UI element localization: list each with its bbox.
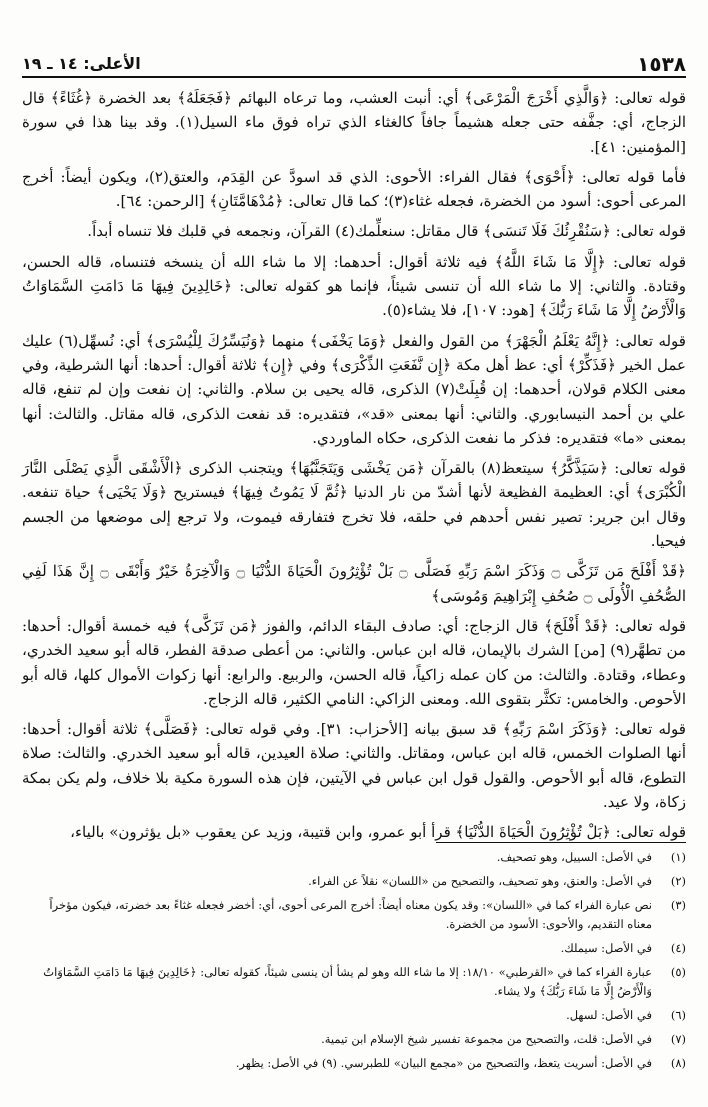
footnote-text: في الأصل: سيملك. — [560, 941, 652, 955]
footnote-number: (٧) — [670, 1032, 686, 1046]
paragraph: قوله تعالى: ﴿وَالَّذِي أَخْرَجَ الْمَرْعَى﴾ أي: أنبت العشب، وما ترعاه البهائم ﴿فَجَعَلَهُ﴾ بعد الخضرة ﴿غُثَاءً﴾ قال الزجاج، أي: جفَّفه حتى جعله هشيماً جافاً كالغثاء الذي تراه فوق ماء السيل(١). وقد بينا هذا في سورة [المؤمنين: ٤١]. — [22, 89, 686, 156]
paragraph: قوله تعالى: ﴿سَيَذَّكَّرُ﴾ سيتعظ(٨) بالقرآن ﴿مَن يَخْشَى وَيَتَجَنَّبُهَا﴾ ويتجنب الذكرى ﴿الْأَشْقَى الَّذِي يَصْلَى النَّارَ الْكُبْرَى﴾ أي: العظيمة الفظيعة لأنها أشدّ من نار الدنيا ﴿ثُمَّ لَا يَمُوتُ فِيهَا﴾ فيستريح ﴿وَلَا يَحْيَى﴾ حياة تنفعه. وقال ابن جرير: تصير نفس أحدهم في حلقه، فلا تخرج فتفارقه فيموت، ولا ترجع إلى موضعها من الجسم فيحيا. — [22, 459, 686, 551]
footnote-number: (٤) — [670, 941, 686, 955]
footnote — [22, 872, 686, 891]
footnote-divider — [436, 842, 686, 843]
footnote — [22, 1006, 686, 1025]
running-title: الأعلى: ١٤ ـ ١٩ — [22, 54, 141, 73]
footnote — [22, 896, 686, 934]
paragraph: قوله تعالى: ﴿إِنَّهُ يَعْلَمُ الْجَهْرَ﴾ من القول والفعل ﴿وَمَا يَخْفَى﴾ منهما ﴿وَنُيَسِّرُكَ لِلْيُسْرَى﴾ أي: نُسهِّل(٦) عليك عمل الخير ﴿فَذَكِّرْ﴾ أي: عظ أهل مكة ﴿إِن نَّفَعَتِ الذِّكْرَى﴾ وفي ﴿إِن﴾ ثلاثة أقوال: أحدها: أنها الشرطية، وفي معنى الكلام قولان، أحدهما: إن قُبِلَتْ(٧) الذكرى، قاله يحيى بن سلام. والثاني: إن نفعت وإن لم تنفع، قاله علي بن أحمد النيسابوري. والثاني: أنها بمعنى «قد»، فتقديره: قد نفعت الذكرى، قاله مقاتل. والثالث: أنها بمعنى «ما» فتقديره: فذكر ما نفعت الذكرى، حكاه الماوردي. — [22, 331, 686, 447]
paragraph: قوله تعالى: ﴿بَلْ تُؤْثِرُونَ الْحَيَاةَ الدُّنْيَا﴾ قرأ أبو عمرو، وابن قتيبة، وزيد عن يعقوب «بل يؤثرون» بالياء، — [70, 823, 686, 842]
footnote — [22, 939, 686, 958]
footnote-text: نص عبارة الفراء كما في «اللسان»: وقد يكون معناه أيضاً: أخرج المرعى أحوى، أي: أخضر فجعله غثاءً بعد خضرته، فيكون مؤخراً معناه التقديم، والأحوى: الأسود من الخضرة. — [49, 898, 652, 931]
paragraph: قوله تعالى: ﴿وَذَكَرَ اسْمَ رَبِّهِ﴾ قد سبق بيانه [الأحزاب: ٣١]. وفي قوله تعالى: ﴿فَصَلَّى﴾ ثلاثة أقوال: أحدها: أنها الصلوات الخمس، قاله ابن عباس، ومقاتل. والثاني: صلاة العيدين، قاله أبو سعيد الخدري. والثالث: صلاة التطوع، قاله أبو الأحوص. والقول قول ابن عباس في الآيتين، فإن هذه السورة مكية بلا خلاف، ولم يكن بمكة زكاة، ولا عيد. — [22, 720, 686, 812]
footnote-number: (١) — [670, 850, 686, 864]
page-header — [22, 52, 686, 78]
footnote-text: في الأصل: السييل، وهو تصحيف. — [496, 850, 652, 864]
footnote — [22, 848, 686, 867]
paragraph: قوله تعالى: ﴿إِلَّا مَا شَاءَ اللَّهُ﴾ فيه ثلاثة أقوال: أحدهما: إلا ما شاء الله أن ينسخه فتنساه، قاله الحسن، وقتادة. والثاني: إلا ما شاء الله أن تنسى شيئاً، فإنما هو كقوله تعالى: ﴿خَالِدِينَ فِيهَا مَا دَامَتِ السَّمَاوَاتُ وَالْأَرْضُ إِلَّا مَا شَاءَ رَبُّكَ﴾ [هود: ١٠٧]، فلا يشاء(٥). — [22, 252, 686, 320]
footnote-text: في الأصل: لسهل. — [566, 1008, 652, 1022]
footnote — [22, 963, 686, 1001]
footnote — [22, 1054, 686, 1073]
footnote-text: في الأصل: أسريت يتعظ، والتصحيح من «مجمع البيان» للطبرسي. (٩) في الأصل: يظهر. — [235, 1056, 652, 1070]
paragraph: قوله تعالى: ﴿قَدْ أَفْلَحَ﴾ قال الزجاج: أي: صادف البقاء الدائم، والفوز ﴿مَن تَزَكَّى﴾ فيه خمسة أقوال: أحدها: من تطهَّر(٩) [من] الشرك بالإيمان، قاله ابن عباس. والثاني: من أعطى صدقة الفطر، قاله أبو سعيد الخدري، وعطاء، وقتادة. والثالث: من كان عمله زاكياً، قاله الحسن، والربيع. والرابع: أنها زكوات الأموال كلها، قاله أبو الأحوص. والخامس: تكثَّر بتقوى الله. ومعنى الزاكي: النامي الكثير، قاله الزجاج. — [22, 616, 686, 708]
paragraph: فأما قوله تعالى: ﴿أَحْوَى﴾ فقال الفراء: الأحوى: الذي قد اسودَّ عن القِدَم، والعتق(٢)، ويكون أيضاً: أخرج المرعى أحوى: أسود من الخضرة، فجعله غثاء(٣)؛ كما قال تعالى: ﴿مُدْهَامَّتَانِ﴾ [الرحمن: ٦٤]. — [22, 167, 686, 211]
quran-verses-block: ﴿قَدْ أَفْلَحَ مَن تَزَكَّى ۝ وَذَكَرَ اسْمَ رَبِّهِ فَصَلَّى ۝ بَلْ تُؤْثِرُونَ الْحَيَاةَ الدُّنْيَا ۝ وَالْآخِرَةُ خَيْرٌ وَأَبْقَى ۝ إِنَّ هَذَا لَفِي الصُّحُفِ الْأُولَى ۝ صُحُفِ إِبْرَاهِيمَ وَمُوسَى﴾ — [22, 562, 686, 605]
footnote-number: (٦) — [670, 1008, 686, 1022]
footnote-text: عبارة الفراء كما في «القرطبي» ١٨/١٠: إلا ما شاء الله وهو لم يشأ أن ينسى شيئاً، كقوله تعالى: ﴿خَالِدِينَ فِيهَا مَا دَامَتِ السَّمَاوَاتُ وَالْأَرْضُ إِلَّا مَا شَاءَ رَبُّكَ﴾ ولا يشاء. — [43, 965, 652, 998]
footnote — [22, 1030, 686, 1049]
footnote-number: (٥) — [670, 965, 686, 979]
page-number: ١٥٣٨ — [637, 52, 686, 76]
paragraph: قوله تعالى: ﴿سَنُقْرِئُكَ فَلَا تَنسَى﴾ قال مقاتل: سنعلِّمك(٤) القرآن، ونجمعه في قلبك فلا تنساه أبداً. — [87, 222, 686, 241]
footnote-number: (٢) — [670, 874, 686, 888]
footnote-number: (٣) — [670, 898, 686, 912]
footnote-text: في الأصل: قلت، والتصحيح من مجموعة تفسير شيخ الإسلام ابن تيمية. — [321, 1032, 652, 1046]
main-text — [22, 86, 686, 851]
footnotes — [22, 848, 686, 1078]
footnote-number: (٨) — [670, 1056, 686, 1070]
footnote-text: في الأصل: والعنق، وهو تصحيف، والتصحيح من «اللسان» نقلاً عن الفراء. — [308, 874, 652, 888]
